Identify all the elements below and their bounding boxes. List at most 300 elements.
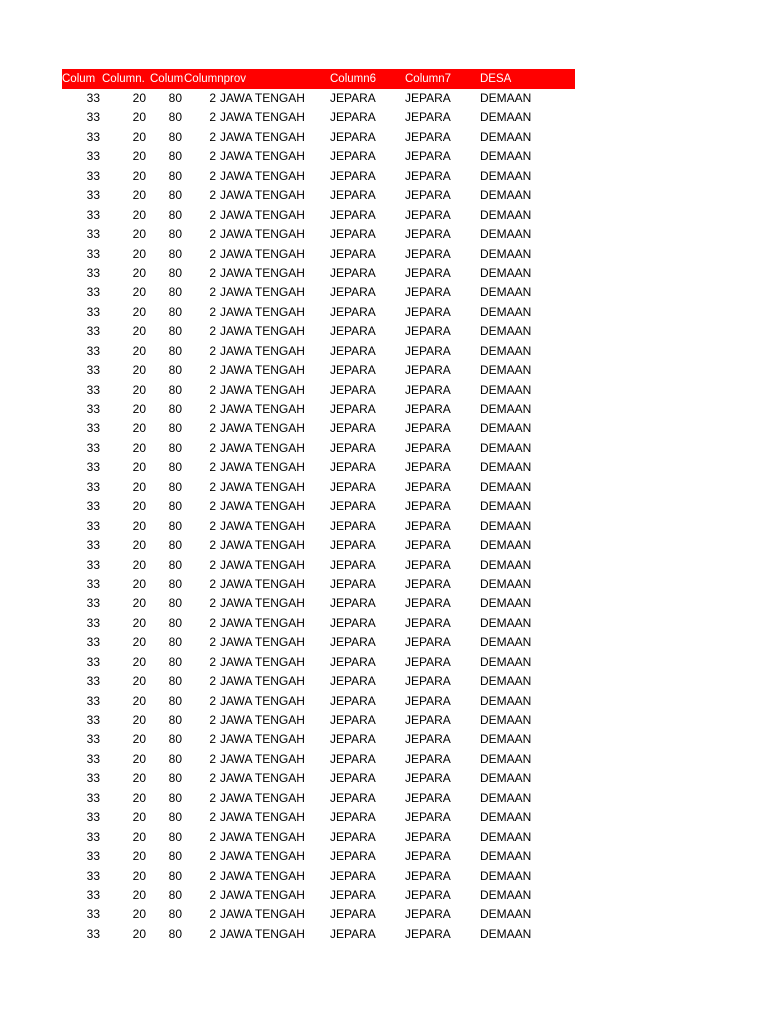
cell-prov-code[interactable] bbox=[182, 925, 220, 944]
cell-column6[interactable]: JEPARA bbox=[330, 285, 376, 300]
cell-province[interactable]: JAWA TENGAH bbox=[220, 907, 305, 922]
cell-col1[interactable]: 33 bbox=[86, 227, 100, 242]
cell-desa[interactable]: DEMAAN bbox=[480, 926, 532, 941]
cell-column7[interactable]: JEPARA bbox=[405, 887, 451, 902]
cell-column7[interactable]: JEPARA bbox=[405, 518, 451, 533]
cell-prov-code[interactable] bbox=[182, 478, 220, 497]
cell-desa[interactable]: DEMAAN bbox=[480, 829, 532, 844]
cell-prov-code[interactable] bbox=[182, 147, 220, 166]
cell-column7[interactable]: JEPARA bbox=[405, 188, 451, 203]
cell-col2[interactable]: 20 bbox=[132, 265, 146, 280]
cell-col1[interactable]: 33 bbox=[86, 382, 100, 397]
cell-column7[interactable]: JEPARA bbox=[405, 265, 451, 280]
cell-column7[interactable]: JEPARA bbox=[405, 926, 451, 941]
cell-desa[interactable]: DEMAAN bbox=[480, 557, 532, 572]
cell-province[interactable]: JAWA TENGAH bbox=[220, 596, 305, 611]
cell-col2[interactable]: 20 bbox=[132, 421, 146, 436]
cell-col3[interactable]: 80 bbox=[168, 402, 182, 416]
cell-col2[interactable]: 20 bbox=[132, 868, 146, 883]
cell-col3[interactable]: 80 bbox=[168, 110, 182, 125]
cell-col2[interactable]: 20 bbox=[132, 557, 146, 572]
cell-col3[interactable]: 80 bbox=[168, 635, 182, 650]
cell-column6[interactable]: JEPARA bbox=[330, 324, 376, 339]
cell-desa[interactable]: DEMAAN bbox=[480, 460, 532, 475]
cell-prov-code[interactable] bbox=[182, 633, 220, 652]
cell-prov-code[interactable] bbox=[182, 186, 220, 205]
cell-column7[interactable]: JEPARA bbox=[405, 654, 451, 669]
cell-column7[interactable]: JEPARA bbox=[405, 324, 451, 339]
cell-province[interactable]: JAWA TENGAH bbox=[220, 110, 305, 125]
cell-col2[interactable]: 20 bbox=[132, 887, 146, 902]
cell-province[interactable]: JAWA TENGAH bbox=[220, 91, 305, 105]
cell-col2[interactable]: 20 bbox=[132, 926, 146, 941]
cell-prov-code[interactable] bbox=[182, 400, 220, 419]
cell-col2[interactable]: 20 bbox=[132, 363, 146, 378]
cell-prov-code[interactable] bbox=[182, 381, 220, 400]
cell-col1[interactable]: 33 bbox=[86, 91, 100, 105]
cell-column7[interactable]: JEPARA bbox=[405, 635, 451, 650]
cell-column7[interactable]: JEPARA bbox=[405, 810, 451, 825]
cell-desa[interactable]: DEMAAN bbox=[480, 518, 532, 533]
cell-col1[interactable]: 33 bbox=[86, 304, 100, 319]
header-cell-col1[interactable]: Colum bbox=[62, 73, 96, 85]
cell-column7[interactable]: JEPARA bbox=[405, 674, 451, 689]
cell-province[interactable]: JAWA TENGAH bbox=[220, 829, 305, 844]
cell-province[interactable]: JAWA TENGAH bbox=[220, 576, 305, 591]
cell-province[interactable]: JAWA TENGAH bbox=[220, 168, 305, 183]
cell-desa[interactable]: DEMAAN bbox=[480, 188, 532, 203]
cell-desa[interactable]: DEMAAN bbox=[480, 790, 532, 805]
cell-province[interactable]: JAWA TENGAH bbox=[220, 304, 305, 319]
cell-col3[interactable]: 80 bbox=[168, 168, 182, 183]
cell-province[interactable]: JAWA TENGAH bbox=[220, 246, 305, 261]
cell-col2[interactable]: 20 bbox=[132, 771, 146, 786]
cell-province[interactable]: JAWA TENGAH bbox=[220, 751, 305, 766]
cell-col1[interactable]: 33 bbox=[86, 168, 100, 183]
cell-prov-code[interactable] bbox=[182, 847, 220, 866]
cell-province[interactable]: JAWA TENGAH bbox=[220, 188, 305, 203]
cell-province[interactable]: JAWA TENGAH bbox=[220, 207, 305, 222]
cell-desa[interactable]: DEMAAN bbox=[480, 227, 532, 242]
cell-col3[interactable]: 80 bbox=[168, 693, 182, 708]
cell-column7[interactable]: JEPARA bbox=[405, 91, 451, 105]
cell-col2[interactable]: 20 bbox=[132, 304, 146, 319]
cell-province[interactable]: JAWA TENGAH bbox=[220, 654, 305, 669]
cell-col3[interactable]: 80 bbox=[168, 732, 182, 747]
cell-province[interactable]: JAWA TENGAH bbox=[220, 227, 305, 242]
cell-col3[interactable]: 80 bbox=[168, 829, 182, 844]
cell-column6[interactable]: JEPARA bbox=[330, 732, 376, 747]
cell-desa[interactable]: DEMAAN bbox=[480, 751, 532, 766]
cell-province[interactable]: JAWA TENGAH bbox=[220, 538, 305, 553]
cell-column6[interactable]: JEPARA bbox=[330, 829, 376, 844]
cell-column7[interactable]: JEPARA bbox=[405, 596, 451, 611]
cell-province[interactable]: JAWA TENGAH bbox=[220, 887, 305, 902]
cell-col2[interactable]: 20 bbox=[132, 596, 146, 611]
cell-col3[interactable]: 80 bbox=[168, 227, 182, 242]
cell-desa[interactable]: DEMAAN bbox=[480, 129, 532, 144]
cell-col3[interactable]: 80 bbox=[168, 810, 182, 825]
cell-desa[interactable]: DEMAAN bbox=[480, 693, 532, 708]
cell-province[interactable]: JAWA TENGAH bbox=[220, 265, 305, 280]
cell-column6[interactable]: JEPARA bbox=[330, 149, 376, 164]
cell-prov-code[interactable] bbox=[182, 264, 220, 283]
cell-province[interactable]: JAWA TENGAH bbox=[220, 479, 305, 494]
cell-column6[interactable]: JEPARA bbox=[330, 790, 376, 805]
cell-col3[interactable]: 80 bbox=[168, 518, 182, 533]
cell-col2[interactable]: 20 bbox=[132, 829, 146, 844]
cell-column6[interactable]: JEPARA bbox=[330, 421, 376, 436]
cell-col2[interactable]: 20 bbox=[132, 538, 146, 553]
cell-prov-code[interactable] bbox=[182, 711, 220, 730]
cell-desa[interactable]: DEMAAN bbox=[480, 402, 532, 416]
cell-col2[interactable]: 20 bbox=[132, 207, 146, 222]
cell-col2[interactable]: 20 bbox=[132, 576, 146, 591]
cell-province[interactable]: JAWA TENGAH bbox=[220, 518, 305, 533]
cell-column6[interactable]: JEPARA bbox=[330, 557, 376, 572]
cell-desa[interactable]: DEMAAN bbox=[480, 615, 532, 630]
cell-col3[interactable]: 80 bbox=[168, 926, 182, 941]
cell-prov-code[interactable] bbox=[182, 867, 220, 886]
cell-column6[interactable]: JEPARA bbox=[330, 538, 376, 553]
cell-province[interactable]: JAWA TENGAH bbox=[220, 402, 305, 416]
cell-col1[interactable]: 33 bbox=[86, 674, 100, 689]
cell-prov-code[interactable] bbox=[182, 886, 220, 905]
cell-column7[interactable]: JEPARA bbox=[405, 751, 451, 766]
cell-col3[interactable]: 80 bbox=[168, 849, 182, 864]
cell-prov-code[interactable] bbox=[182, 575, 220, 594]
cell-prov-code[interactable] bbox=[182, 128, 220, 147]
cell-prov-code[interactable] bbox=[182, 283, 220, 302]
cell-column7[interactable]: JEPARA bbox=[405, 907, 451, 922]
cell-desa[interactable]: DEMAAN bbox=[480, 635, 532, 650]
cell-col3[interactable]: 80 bbox=[168, 907, 182, 922]
cell-column6[interactable]: JEPARA bbox=[330, 479, 376, 494]
cell-desa[interactable]: DEMAAN bbox=[480, 907, 532, 922]
cell-desa[interactable]: DEMAAN bbox=[480, 207, 532, 222]
cell-col2[interactable]: 20 bbox=[132, 615, 146, 630]
cell-prov-code[interactable] bbox=[182, 303, 220, 322]
cell-desa[interactable]: DEMAAN bbox=[480, 732, 532, 747]
cell-column7[interactable]: JEPARA bbox=[405, 343, 451, 358]
cell-col3[interactable]: 80 bbox=[168, 382, 182, 397]
cell-col3[interactable]: 80 bbox=[168, 460, 182, 475]
cell-column6[interactable]: JEPARA bbox=[330, 382, 376, 397]
cell-province[interactable]: JAWA TENGAH bbox=[220, 285, 305, 300]
cell-col1[interactable]: 33 bbox=[86, 596, 100, 611]
cell-prov-code[interactable] bbox=[182, 108, 220, 127]
cell-col3[interactable]: 80 bbox=[168, 285, 182, 300]
cell-province[interactable]: JAWA TENGAH bbox=[220, 810, 305, 825]
cell-col3[interactable]: 80 bbox=[168, 363, 182, 378]
cell-desa[interactable]: DEMAAN bbox=[480, 246, 532, 261]
cell-col3[interactable]: 80 bbox=[168, 324, 182, 339]
header-cell-column7[interactable]: Column7 bbox=[405, 73, 452, 85]
cell-province[interactable]: JAWA TENGAH bbox=[220, 674, 305, 689]
cell-prov-code[interactable] bbox=[182, 556, 220, 575]
cell-prov-code[interactable] bbox=[182, 439, 220, 458]
cell-prov-code[interactable] bbox=[182, 614, 220, 633]
cell-col3[interactable]: 80 bbox=[168, 790, 182, 805]
cell-province[interactable]: JAWA TENGAH bbox=[220, 635, 305, 650]
cell-column7[interactable]: JEPARA bbox=[405, 576, 451, 591]
cell-prov-code[interactable] bbox=[182, 225, 220, 244]
cell-col1[interactable]: 33 bbox=[86, 265, 100, 280]
cell-col3[interactable]: 80 bbox=[168, 304, 182, 319]
cell-column7[interactable]: JEPARA bbox=[405, 868, 451, 883]
cell-province[interactable]: JAWA TENGAH bbox=[220, 499, 305, 514]
cell-col2[interactable]: 20 bbox=[132, 188, 146, 203]
cell-province[interactable]: JAWA TENGAH bbox=[220, 382, 305, 397]
cell-col1[interactable]: 33 bbox=[86, 615, 100, 630]
cell-column6[interactable]: JEPARA bbox=[330, 576, 376, 591]
cell-desa[interactable]: DEMAAN bbox=[480, 576, 532, 591]
cell-col1[interactable]: 33 bbox=[86, 149, 100, 164]
cell-desa[interactable]: DEMAAN bbox=[480, 324, 532, 339]
cell-prov-code[interactable] bbox=[182, 245, 220, 264]
cell-prov-code[interactable] bbox=[182, 828, 220, 847]
cell-col1[interactable]: 33 bbox=[86, 188, 100, 203]
cell-col2[interactable]: 20 bbox=[132, 693, 146, 708]
cell-col1[interactable]: 33 bbox=[86, 635, 100, 650]
cell-prov-code[interactable] bbox=[182, 206, 220, 225]
cell-col2[interactable]: 20 bbox=[132, 518, 146, 533]
cell-column6[interactable]: JEPARA bbox=[330, 674, 376, 689]
cell-col1[interactable]: 33 bbox=[86, 460, 100, 475]
cell-col2[interactable]: 20 bbox=[132, 713, 146, 727]
cell-prov-code[interactable] bbox=[182, 361, 220, 380]
cell-column7[interactable]: JEPARA bbox=[405, 693, 451, 708]
cell-col2[interactable]: 20 bbox=[132, 849, 146, 864]
cell-col3[interactable]: 80 bbox=[168, 576, 182, 591]
cell-col1[interactable]: 33 bbox=[86, 207, 100, 222]
cell-column6[interactable]: JEPARA bbox=[330, 402, 376, 416]
cell-desa[interactable]: DEMAAN bbox=[480, 382, 532, 397]
cell-column7[interactable]: JEPARA bbox=[405, 713, 451, 727]
cell-col1[interactable]: 33 bbox=[86, 771, 100, 786]
header-cell-col3[interactable]: Colum bbox=[150, 73, 184, 85]
cell-column6[interactable]: JEPARA bbox=[330, 713, 376, 727]
cell-col1[interactable]: 33 bbox=[86, 887, 100, 902]
cell-col2[interactable]: 20 bbox=[132, 110, 146, 125]
cell-prov-code[interactable] bbox=[182, 342, 220, 361]
cell-col1[interactable]: 33 bbox=[86, 576, 100, 591]
cell-desa[interactable]: DEMAAN bbox=[480, 91, 532, 105]
cell-desa[interactable]: DEMAAN bbox=[480, 887, 532, 902]
cell-column7[interactable]: JEPARA bbox=[405, 304, 451, 319]
cell-column7[interactable]: JEPARA bbox=[405, 168, 451, 183]
cell-desa[interactable]: DEMAAN bbox=[480, 168, 532, 183]
cell-prov-code[interactable] bbox=[182, 653, 220, 672]
cell-column6[interactable]: JEPARA bbox=[330, 596, 376, 611]
cell-prov-code[interactable] bbox=[182, 167, 220, 186]
cell-column7[interactable]: JEPARA bbox=[405, 849, 451, 864]
cell-desa[interactable]: DEMAAN bbox=[480, 713, 532, 727]
cell-desa[interactable]: DEMAAN bbox=[480, 674, 532, 689]
cell-desa[interactable]: DEMAAN bbox=[480, 265, 532, 280]
cell-column7[interactable]: JEPARA bbox=[405, 499, 451, 514]
cell-province[interactable]: JAWA TENGAH bbox=[220, 421, 305, 436]
cell-col2[interactable]: 20 bbox=[132, 654, 146, 669]
cell-col1[interactable]: 33 bbox=[86, 421, 100, 436]
cell-desa[interactable]: DEMAAN bbox=[480, 810, 532, 825]
cell-col1[interactable]: 33 bbox=[86, 654, 100, 669]
cell-prov-code[interactable] bbox=[182, 536, 220, 555]
cell-column7[interactable]: JEPARA bbox=[405, 421, 451, 436]
cell-column6[interactable]: JEPARA bbox=[330, 110, 376, 125]
cell-col1[interactable]: 33 bbox=[86, 246, 100, 261]
cell-col1[interactable]: 33 bbox=[86, 324, 100, 339]
cell-desa[interactable]: DEMAAN bbox=[480, 149, 532, 164]
cell-desa[interactable]: DEMAAN bbox=[480, 285, 532, 300]
cell-col2[interactable]: 20 bbox=[132, 285, 146, 300]
cell-col1[interactable]: 33 bbox=[86, 907, 100, 922]
cell-column6[interactable]: JEPARA bbox=[330, 129, 376, 144]
cell-column6[interactable]: JEPARA bbox=[330, 907, 376, 922]
cell-col1[interactable]: 33 bbox=[86, 693, 100, 708]
cell-col2[interactable]: 20 bbox=[132, 246, 146, 261]
cell-col1[interactable]: 33 bbox=[86, 129, 100, 144]
cell-col1[interactable]: 33 bbox=[86, 926, 100, 941]
cell-desa[interactable]: DEMAAN bbox=[480, 499, 532, 514]
cell-column7[interactable]: JEPARA bbox=[405, 440, 451, 455]
cell-col3[interactable]: 80 bbox=[168, 479, 182, 494]
cell-column6[interactable]: JEPARA bbox=[330, 304, 376, 319]
cell-province[interactable]: JAWA TENGAH bbox=[220, 615, 305, 630]
cell-desa[interactable]: DEMAAN bbox=[480, 849, 532, 864]
cell-col1[interactable]: 33 bbox=[86, 479, 100, 494]
cell-col2[interactable]: 20 bbox=[132, 635, 146, 650]
cell-desa[interactable]: DEMAAN bbox=[480, 479, 532, 494]
cell-col1[interactable]: 33 bbox=[86, 713, 100, 727]
cell-column6[interactable]: JEPARA bbox=[330, 460, 376, 475]
cell-col2[interactable]: 20 bbox=[132, 382, 146, 397]
cell-col3[interactable]: 80 bbox=[168, 596, 182, 611]
cell-col2[interactable]: 20 bbox=[132, 790, 146, 805]
cell-column6[interactable]: JEPARA bbox=[330, 440, 376, 455]
cell-prov-code[interactable] bbox=[182, 672, 220, 691]
cell-prov-code[interactable] bbox=[182, 730, 220, 749]
cell-desa[interactable]: DEMAAN bbox=[480, 771, 532, 786]
cell-prov-code[interactable] bbox=[182, 322, 220, 341]
cell-column6[interactable]: JEPARA bbox=[330, 926, 376, 941]
cell-column7[interactable]: JEPARA bbox=[405, 615, 451, 630]
cell-col2[interactable]: 20 bbox=[132, 907, 146, 922]
cell-col3[interactable]: 80 bbox=[168, 654, 182, 669]
cell-column6[interactable]: JEPARA bbox=[330, 246, 376, 261]
cell-province[interactable]: JAWA TENGAH bbox=[220, 868, 305, 883]
cell-prov-code[interactable] bbox=[182, 808, 220, 827]
cell-col1[interactable]: 33 bbox=[86, 538, 100, 553]
cell-column6[interactable]: JEPARA bbox=[330, 849, 376, 864]
cell-column7[interactable]: JEPARA bbox=[405, 732, 451, 747]
cell-province[interactable]: JAWA TENGAH bbox=[220, 460, 305, 475]
cell-column7[interactable]: JEPARA bbox=[405, 538, 451, 553]
cell-desa[interactable]: DEMAAN bbox=[480, 538, 532, 553]
cell-col2[interactable]: 20 bbox=[132, 499, 146, 514]
cell-prov-code[interactable] bbox=[182, 517, 220, 536]
cell-province[interactable]: JAWA TENGAH bbox=[220, 771, 305, 786]
cell-col1[interactable]: 33 bbox=[86, 810, 100, 825]
cell-province[interactable]: JAWA TENGAH bbox=[220, 693, 305, 708]
cell-col3[interactable]: 80 bbox=[168, 149, 182, 164]
cell-province[interactable]: JAWA TENGAH bbox=[220, 149, 305, 164]
cell-column7[interactable]: JEPARA bbox=[405, 363, 451, 378]
cell-col3[interactable]: 80 bbox=[168, 421, 182, 436]
cell-prov-code[interactable] bbox=[182, 905, 220, 924]
cell-province[interactable]: JAWA TENGAH bbox=[220, 363, 305, 378]
cell-col3[interactable]: 80 bbox=[168, 713, 182, 727]
cell-column7[interactable]: JEPARA bbox=[405, 129, 451, 144]
cell-col1[interactable]: 33 bbox=[86, 790, 100, 805]
cell-province[interactable]: JAWA TENGAH bbox=[220, 849, 305, 864]
cell-column6[interactable]: JEPARA bbox=[330, 887, 376, 902]
cell-prov-code[interactable] bbox=[182, 458, 220, 477]
cell-desa[interactable]: DEMAAN bbox=[480, 868, 532, 883]
cell-col2[interactable]: 20 bbox=[132, 149, 146, 164]
cell-prov-code[interactable] bbox=[182, 497, 220, 516]
cell-col3[interactable]: 80 bbox=[168, 246, 182, 261]
cell-col3[interactable]: 80 bbox=[168, 771, 182, 786]
cell-column7[interactable]: JEPARA bbox=[405, 207, 451, 222]
cell-col3[interactable]: 80 bbox=[168, 868, 182, 883]
cell-col2[interactable]: 20 bbox=[132, 227, 146, 242]
cell-col1[interactable]: 33 bbox=[86, 402, 100, 416]
cell-desa[interactable]: DEMAAN bbox=[480, 343, 532, 358]
cell-province[interactable]: JAWA TENGAH bbox=[220, 343, 305, 358]
cell-col2[interactable]: 20 bbox=[132, 479, 146, 494]
cell-prov-code[interactable] bbox=[182, 750, 220, 769]
cell-col3[interactable]: 80 bbox=[168, 91, 182, 105]
cell-column7[interactable]: JEPARA bbox=[405, 227, 451, 242]
cell-col1[interactable]: 33 bbox=[86, 751, 100, 766]
cell-province[interactable]: JAWA TENGAH bbox=[220, 713, 305, 727]
cell-col1[interactable]: 33 bbox=[86, 110, 100, 125]
cell-col2[interactable]: 20 bbox=[132, 91, 146, 105]
cell-prov-code[interactable] bbox=[182, 769, 220, 788]
cell-column6[interactable]: JEPARA bbox=[330, 91, 376, 105]
cell-province[interactable]: JAWA TENGAH bbox=[220, 732, 305, 747]
cell-col2[interactable]: 20 bbox=[132, 440, 146, 455]
cell-col3[interactable]: 80 bbox=[168, 440, 182, 455]
cell-col2[interactable]: 20 bbox=[132, 732, 146, 747]
cell-col3[interactable]: 80 bbox=[168, 557, 182, 572]
cell-col2[interactable]: 20 bbox=[132, 324, 146, 339]
cell-col2[interactable]: 20 bbox=[132, 168, 146, 183]
header-cell-column6[interactable]: Column6 bbox=[330, 73, 377, 85]
cell-col1[interactable]: 33 bbox=[86, 868, 100, 883]
cell-prov-code[interactable] bbox=[182, 594, 220, 613]
cell-column6[interactable]: JEPARA bbox=[330, 615, 376, 630]
cell-column6[interactable]: JEPARA bbox=[330, 343, 376, 358]
cell-province[interactable]: JAWA TENGAH bbox=[220, 324, 305, 339]
cell-col3[interactable]: 80 bbox=[168, 265, 182, 280]
cell-column6[interactable]: JEPARA bbox=[330, 207, 376, 222]
cell-column6[interactable]: JEPARA bbox=[330, 227, 376, 242]
cell-column6[interactable]: JEPARA bbox=[330, 635, 376, 650]
cell-col1[interactable]: 33 bbox=[86, 732, 100, 747]
header-cell-prov[interactable]: Columnprov bbox=[184, 73, 246, 85]
cell-col3[interactable]: 80 bbox=[168, 538, 182, 553]
cell-column6[interactable]: JEPARA bbox=[330, 518, 376, 533]
cell-col3[interactable]: 80 bbox=[168, 615, 182, 630]
cell-desa[interactable]: DEMAAN bbox=[480, 440, 532, 455]
cell-desa[interactable]: DEMAAN bbox=[480, 110, 532, 125]
cell-col2[interactable]: 20 bbox=[132, 810, 146, 825]
cell-column7[interactable]: JEPARA bbox=[405, 246, 451, 261]
cell-col3[interactable]: 80 bbox=[168, 188, 182, 203]
header-cell-col2[interactable]: Column. bbox=[102, 73, 145, 85]
